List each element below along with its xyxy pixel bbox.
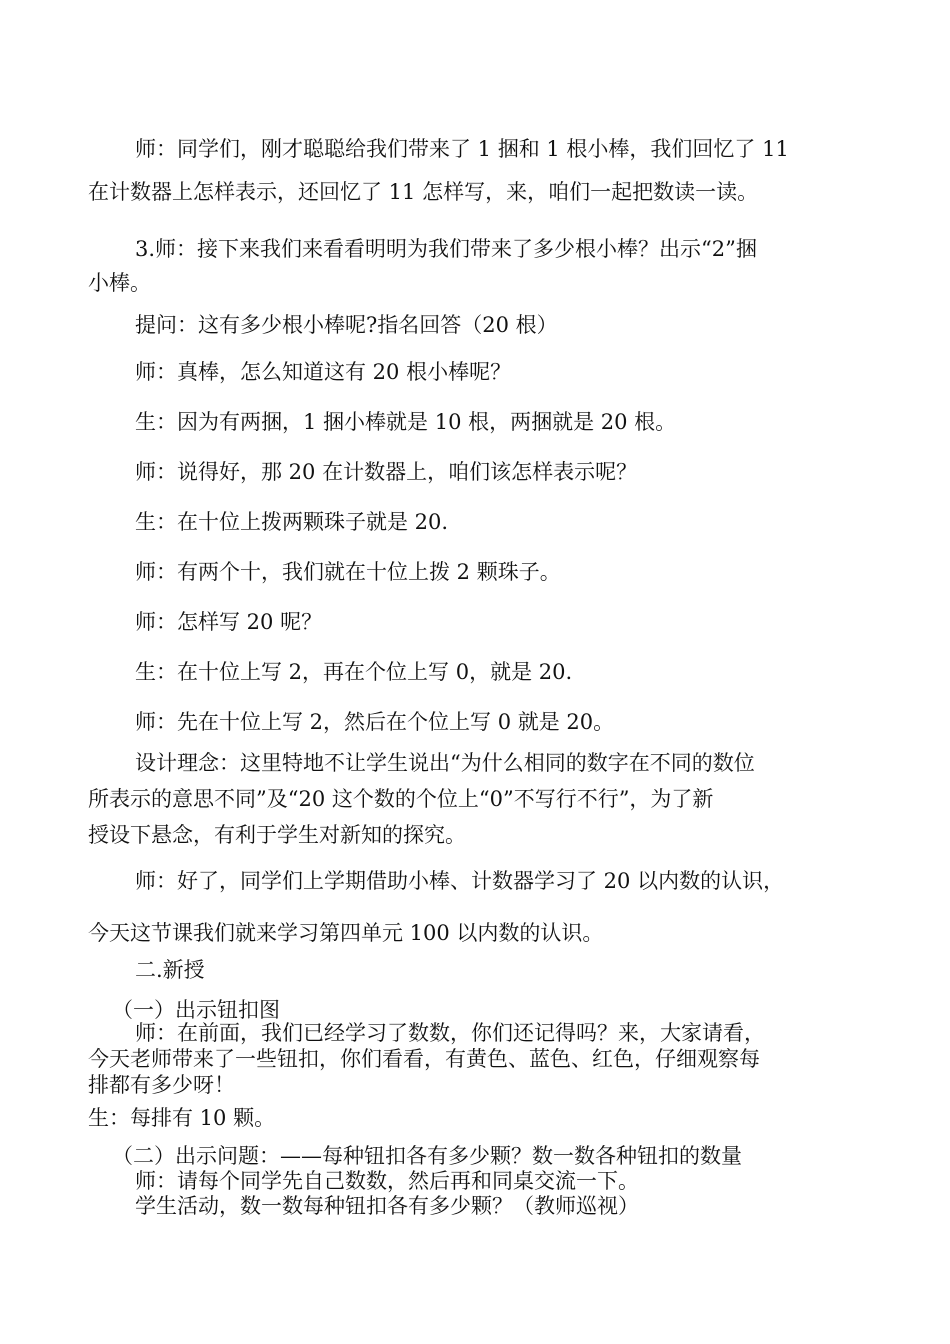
paragraph	[88, 855, 868, 959]
text-line: 今天老师带来了一些钮扣，你们看看，有黄色、蓝色、红色，仔细观察每	[88, 1047, 760, 1071]
text-line: 师：好了，同学们上学期借助小棒、计数器学习了 20 以内数的认识，	[135, 869, 785, 893]
paragraph	[88, 359, 868, 385]
paragraph	[88, 128, 868, 214]
paragraph	[88, 709, 868, 735]
paragraph	[88, 232, 868, 300]
paragraph	[88, 559, 868, 585]
text-line: 生：在十位上拨两颗珠子就是 20.	[135, 510, 449, 534]
text-line: 小棒。	[88, 271, 151, 295]
text-line: 学生活动，数一数每种钮扣各有多少颗？（教师巡视）	[135, 1194, 639, 1218]
paragraph	[88, 745, 868, 853]
text-line: 所表示的意思不同”及“20 这个数的个位上“0”不写行不行”，为了新	[88, 787, 714, 811]
text-line: （二）出示问题：——每种钮扣各有多少颗？数一数各种钮扣的数量	[112, 1144, 742, 1168]
text-line: 生：因为有两捆，1 捆小棒就是 10 根，两捆就是 20 根。	[135, 410, 677, 434]
text-line: 生：每排有 10 颗。	[88, 1106, 276, 1130]
paragraph	[88, 1168, 868, 1194]
paragraph	[88, 509, 868, 535]
paragraph	[88, 312, 868, 338]
text-line: 师：先在十位上写 2，然后在个位上写 0 就是 20。	[135, 710, 615, 734]
paragraph	[88, 1105, 868, 1131]
text-line: 3.师：接下来我们来看看明明为我们带来了多少根小棒？出示“2”捆	[135, 237, 757, 261]
paragraph	[88, 1193, 868, 1219]
section-heading	[88, 957, 868, 983]
text-line: 设计理念：这里特地不让学生说出“为什么相同的数字在不同的数位	[135, 751, 755, 775]
text-line: 今天这节课我们就来学习第四单元 100 以内数的认识。	[88, 921, 604, 945]
text-line: 师：请每个同学先自己数数，然后再和同桌交流一下。	[135, 1169, 639, 1193]
text-line: 二.新授	[135, 958, 205, 982]
paragraph	[88, 459, 868, 485]
text-line: 师：怎样写 20 呢？	[135, 610, 323, 634]
subsection-heading	[88, 1143, 868, 1169]
text-line: 排都有多少呀！	[88, 1073, 235, 1097]
paragraph	[88, 409, 868, 435]
text-line: 师：真棒，怎么知道这有 20 根小棒呢？	[135, 360, 512, 384]
paragraph	[88, 1020, 868, 1098]
paragraph	[88, 659, 868, 685]
text-line: 生：在十位上写 2，再在个位上写 0，就是 20.	[135, 660, 573, 684]
text-line: 在计数器上怎样表示，还回忆了 11 怎样写，来，咱们一起把数读一读。	[88, 180, 759, 204]
text-line: 师：在前面，我们已经学习了数数，你们还记得吗？来，大家请看，	[135, 1021, 765, 1045]
text-line: 师：有两个十，我们就在十位上拨 2 颗珠子。	[135, 560, 561, 584]
text-line: 授设下悬念，有利于学生对新知的探究。	[88, 823, 466, 847]
text-line: 师：同学们，刚才聪聪给我们带来了 1 捆和 1 根小棒，我们回忆了 11	[135, 137, 789, 161]
text-line: 师：说得好，那 20 在计数器上，咱们该怎样表示呢？	[135, 460, 638, 484]
paragraph	[88, 609, 868, 635]
text-line: （一）出示钮扣图	[112, 998, 280, 1022]
text-line: 提问：这有多少根小棒呢?指名回答（20 根）	[135, 313, 558, 337]
